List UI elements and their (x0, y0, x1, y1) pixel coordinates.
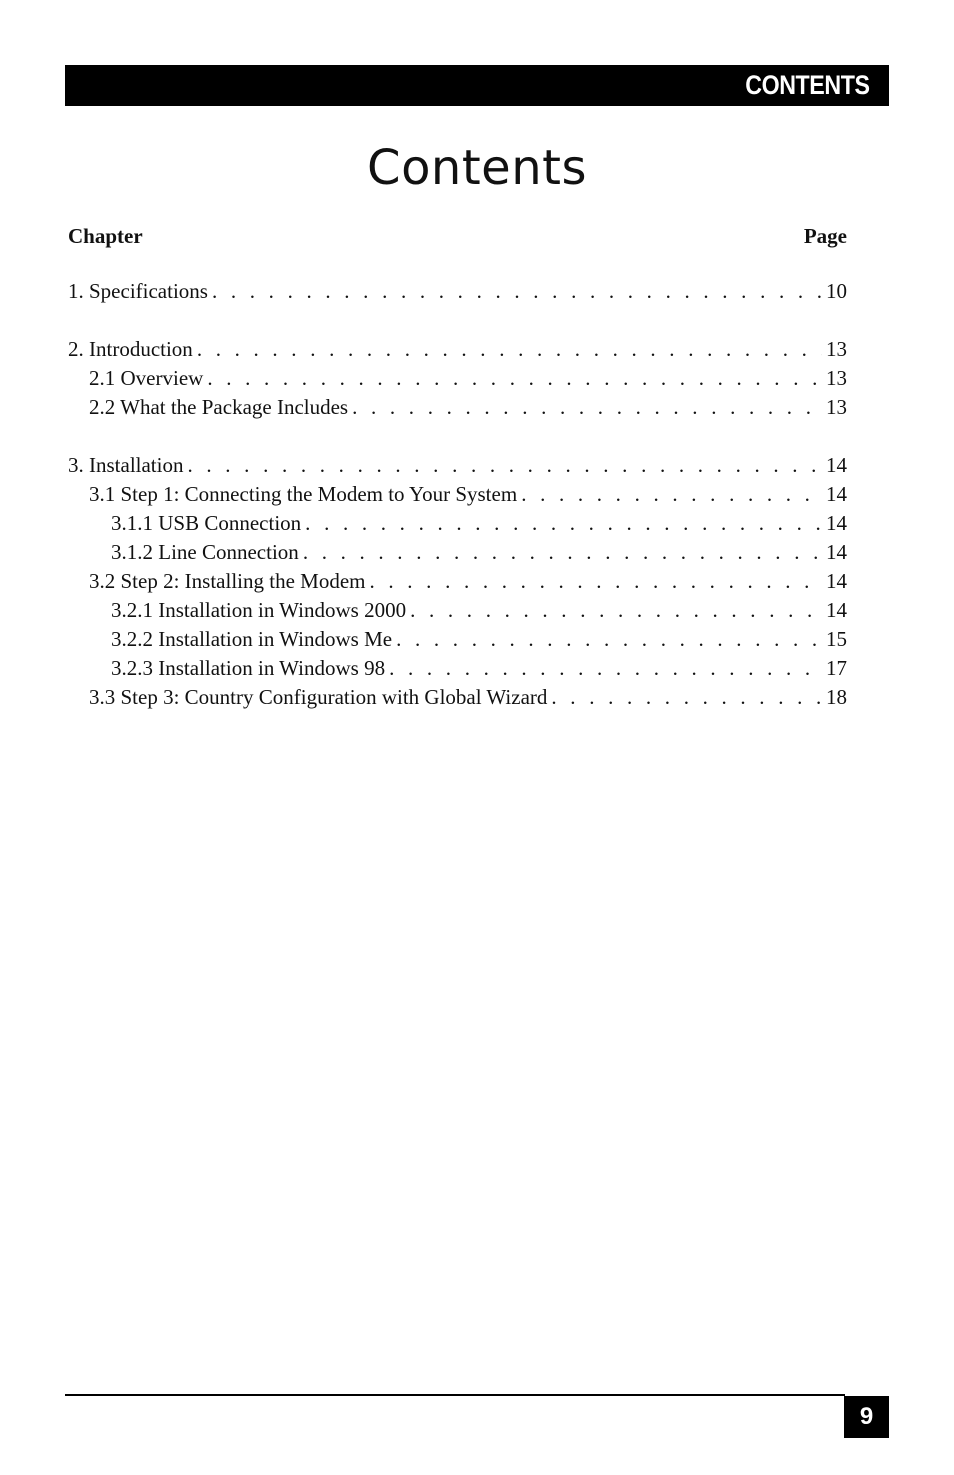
toc-entry-page: 15 (826, 627, 847, 651)
toc-entry-title: 3.2.2 Installation in Windows Me (111, 627, 393, 651)
toc-entry-page: 13 (826, 337, 847, 361)
page-title: Contents (367, 140, 587, 196)
section-header-bar (65, 65, 889, 106)
toc-dot-leader (187, 451, 822, 480)
toc-entry-page: 17 (826, 656, 847, 680)
toc-entry[interactable] (68, 335, 847, 364)
toc-entry-title: 3.1.2 Line Connection (111, 540, 299, 564)
toc-entry-page: 14 (826, 598, 847, 622)
toc-entry-title: 3.1 Step 1: Connecting the Modem to Your System (89, 482, 518, 506)
toc-dot-leader (389, 654, 822, 683)
toc-entry-page: 13 (826, 366, 847, 390)
toc-dot-leader (551, 683, 822, 712)
toc-dot-leader (521, 480, 822, 509)
toc-entry[interactable] (68, 364, 847, 393)
toc-dot-leader (396, 625, 822, 654)
toc-entry-title: 3.2.3 Installation in Windows 98 (111, 656, 386, 680)
toc-entry-page: 14 (826, 511, 847, 535)
toc-entry-title: 3. Installation (68, 453, 184, 477)
toc-entry-title: 2.1 Overview (89, 366, 204, 390)
toc-dot-leader (369, 567, 822, 596)
toc-dot-leader (410, 596, 822, 625)
toc-entry-page: 14 (826, 482, 847, 506)
toc-entry-title: 2.2 What the Package Includes (89, 395, 349, 419)
toc-entry-page: 14 (826, 569, 847, 593)
footer-rule (65, 1394, 845, 1396)
toc-entry-page: 14 (826, 540, 847, 564)
toc-entry-title: 1. Specifications (68, 279, 208, 303)
toc-dot-leader (305, 509, 822, 538)
toc-entry-title: 3.2 Step 2: Installing the Modem (89, 569, 366, 593)
toc-entry[interactable] (68, 596, 847, 625)
toc-entry-page: 13 (826, 395, 847, 419)
toc-dot-leader (352, 393, 822, 422)
toc-entry[interactable] (68, 393, 847, 422)
page-column-heading: Page (803, 224, 847, 248)
toc-entry[interactable] (68, 567, 847, 596)
toc-entry-page: 18 (826, 685, 847, 709)
section-header-label: CONTENTS (744, 70, 869, 100)
toc-dot-leader (207, 364, 822, 393)
toc-entry-page: 10 (826, 279, 847, 303)
toc-entry-title: 3.2.1 Installation in Windows 2000 (111, 598, 407, 622)
toc-entry[interactable] (68, 538, 847, 567)
toc-dot-leader (212, 277, 822, 306)
toc-dot-leader (303, 538, 822, 567)
toc-entry[interactable] (68, 683, 847, 712)
toc-entry-title: 2. Introduction (68, 337, 193, 361)
chapter-column-heading: Chapter (68, 224, 143, 248)
toc-entry-page: 14 (826, 453, 847, 477)
toc-entry[interactable] (68, 277, 847, 306)
page-number: 9 (844, 1396, 889, 1438)
toc-entry[interactable] (68, 654, 847, 683)
toc-entry[interactable] (68, 509, 847, 538)
toc-entry-title: 3.1.1 USB Connection (111, 511, 302, 535)
toc-entry[interactable] (68, 480, 847, 509)
toc-entry[interactable] (68, 451, 847, 480)
toc-entry[interactable] (68, 625, 847, 654)
table-of-contents (68, 277, 847, 712)
toc-entry-title: 3.3 Step 3: Country Configuration with Global Wizard (89, 685, 548, 709)
toc-dot-leader (197, 335, 822, 364)
